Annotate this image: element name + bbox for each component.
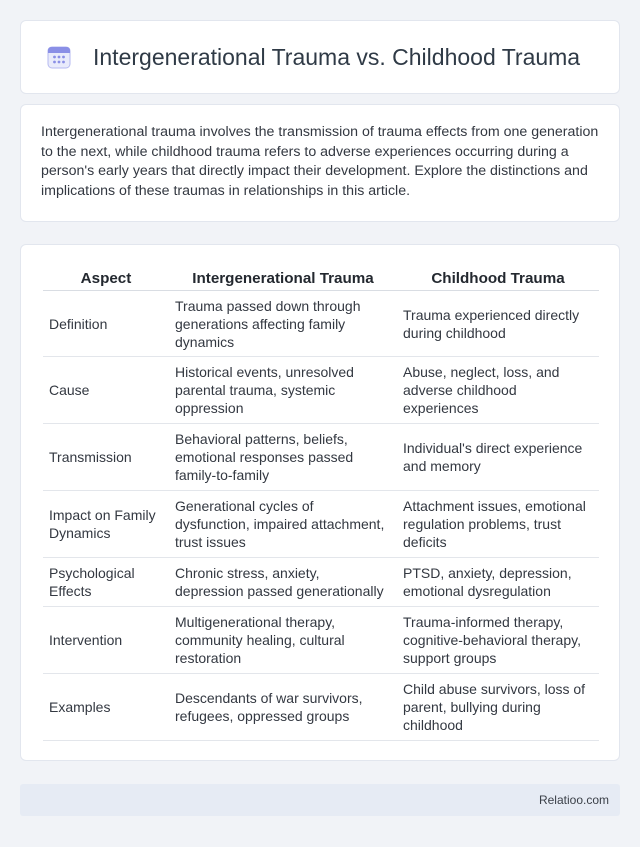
calendar-icon — [46, 44, 72, 70]
intergenerational-cell: Multigenerational therapy, community healing, cultural restoration — [169, 607, 397, 674]
intergenerational-cell: Historical events, unresolved parental trauma, systemic oppression — [169, 357, 397, 424]
aspect-cell: Psychological Effects — [43, 558, 169, 607]
header-childhood-trauma: Childhood Trauma — [397, 263, 599, 291]
page-title: Intergenerational Trauma vs. Childhood Trauma — [93, 43, 581, 70]
aspect-cell: Transmission — [43, 424, 169, 491]
aspect-cell: Intervention — [43, 607, 169, 674]
aspect-cell: Definition — [43, 291, 169, 357]
table-row — [43, 424, 599, 491]
aspect-cell: Examples — [43, 674, 169, 741]
aspect-cell: Cause — [43, 357, 169, 424]
footer-bar — [20, 784, 620, 816]
intergenerational-cell: Descendants of war survivors, refugees, oppressed groups — [169, 674, 397, 741]
table-row — [43, 607, 599, 674]
table-header-row — [43, 263, 599, 291]
table-row — [43, 558, 599, 607]
intergenerational-cell: Behavioral patterns, beliefs, emotional responses passed family-to-family — [169, 424, 397, 491]
intergenerational-cell: Chronic stress, anxiety, depression passed generationally — [169, 558, 397, 607]
childhood-cell: Individual's direct experience and memory — [397, 424, 599, 491]
intro-card — [20, 104, 620, 222]
comparison-table — [43, 263, 599, 741]
footer-brand: Relatioo.com — [538, 793, 609, 807]
table-row — [43, 674, 599, 741]
header-aspect: Aspect — [43, 263, 169, 291]
table-row — [43, 357, 599, 424]
comparison-card — [20, 244, 620, 761]
childhood-cell: Trauma experienced directly during childhood — [397, 291, 599, 357]
intro-paragraph: Intergenerational trauma involves the transmission of trauma effects from one generation to the next, while childhood trauma refers to adverse experiences occurring during a person's early years that directly impact their development. Explore the distinctions and implications of these traumas in relationships in this article. — [41, 124, 599, 199]
intergenerational-cell: Generational cycles of dysfunction, impaired attachment, trust issues — [169, 491, 397, 558]
childhood-cell: Trauma-informed therapy, cognitive-behavioral therapy, support groups — [397, 607, 599, 674]
intergenerational-cell: Trauma passed down through generations affecting family dynamics — [169, 291, 397, 357]
title-card — [20, 20, 620, 94]
childhood-cell: Abuse, neglect, loss, and adverse childhood experiences — [397, 357, 599, 424]
table-row — [43, 291, 599, 357]
aspect-cell: Impact on Family Dynamics — [43, 491, 169, 558]
childhood-cell: PTSD, anxiety, depression, emotional dysregulation — [397, 558, 599, 607]
table-row — [43, 491, 599, 558]
childhood-cell: Attachment issues, emotional regulation problems, trust deficits — [397, 491, 599, 558]
childhood-cell: Child abuse survivors, loss of parent, bullying during childhood — [397, 674, 599, 741]
header-intergenerational-trauma: Intergenerational Trauma — [169, 263, 397, 291]
